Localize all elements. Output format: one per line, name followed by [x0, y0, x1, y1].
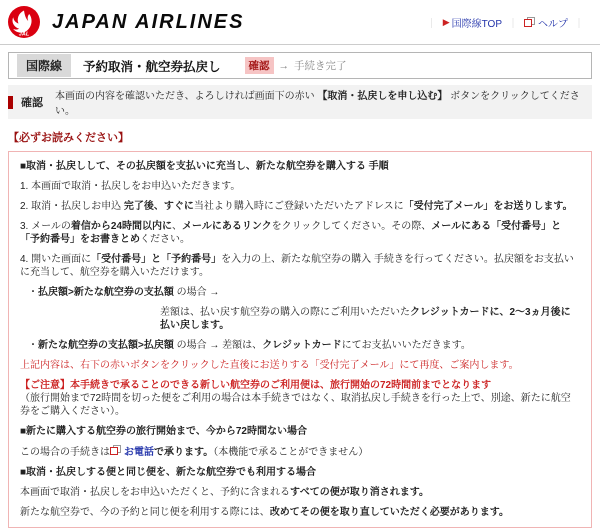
step-1: 1. 本画面で取消・払戻しをお申込いただきます。	[20, 181, 241, 192]
help-label: ヘルプ	[538, 18, 568, 30]
confirm-button-name: 【取消・払戻しを申し込む】	[317, 91, 448, 102]
cancel-all-bold: すべての便が取り消されます。	[290, 487, 429, 498]
confirm-text	[55, 87, 586, 117]
step-4-bold: 「受付番号」と「予約番号」	[91, 254, 222, 265]
step-3-bold: メールにある「受付番号」と「予約番号」をお書きとめ	[20, 221, 562, 245]
notice-box	[8, 151, 592, 528]
case-2-text: ・	[28, 340, 38, 351]
link-separator: ｜	[426, 18, 437, 30]
step-2-text: 当社より購入時にご登録いただいたアドレスに	[193, 201, 404, 212]
help-link[interactable]	[524, 15, 568, 30]
caution-block	[20, 379, 580, 418]
case-refund-greater-result	[160, 306, 580, 332]
case-1-result-bold: クレジットカードに、2～3ヵ月後に払い戻します。	[160, 307, 571, 331]
caution-black-line: （旅行開始まで72時間を切った便をご利用の場合は本手続きではなく、取消払戻し手続きを行った上で、別途、新たに航空券をご購入ください）。	[20, 393, 571, 417]
must-read-title: 【必ずお読みください】	[8, 132, 129, 144]
same-flight-heading: ■取消・払戻しする便と同じ便を、新たな航空券でも利用する場合	[20, 467, 317, 478]
case-1-text: ・	[28, 287, 38, 298]
intl-top-link[interactable]	[443, 15, 502, 30]
red-bar-icon	[8, 96, 13, 109]
phone-line	[20, 445, 580, 459]
header-links	[421, 15, 590, 30]
rebook-line	[20, 506, 580, 519]
procedure-heading: ■取消・払戻しして、その払戻額を支払いに充当し、新たな航空券を購入する 手順	[20, 161, 389, 172]
case-payment-greater	[28, 339, 580, 352]
confirm-text-post: ボタンをクリックしてください。	[55, 91, 580, 117]
confirm-label: 確認	[21, 97, 43, 109]
link-separator: ｜	[508, 18, 518, 30]
jal-home-link[interactable]	[8, 6, 244, 38]
header	[0, 0, 600, 45]
breadcrumb-bar	[8, 52, 592, 79]
link-separator: ｜	[574, 18, 584, 30]
step-2-text: 2. 取消・払戻しお申込	[20, 201, 124, 212]
case-refund-greater	[28, 286, 580, 299]
step-3-text: 、	[172, 221, 183, 232]
within-72h-heading: ■新たに購入する航空券の旅行開始まで、今から72時間ない場合	[20, 426, 307, 437]
popup-window-icon	[524, 17, 535, 27]
step-arrow: →	[278, 59, 290, 72]
page-title: 予約取消・航空券払戻し	[83, 59, 221, 74]
step-3	[20, 220, 580, 246]
case-1-result-text: 差額は、払い戻す航空券の購入の際にご利用いただいた	[160, 307, 410, 318]
step-2	[20, 200, 580, 213]
phone-line-bold: で承ります。	[154, 447, 214, 458]
step-3-text: ください。	[140, 234, 190, 245]
step-3-text: をクリックしてください。その際、	[271, 221, 432, 232]
brand-title: JAPAN AIRLINES	[52, 10, 245, 33]
step-4	[20, 253, 580, 279]
case-1-text: の場合 →	[173, 287, 220, 298]
resend-note: 上記内容は、右下の赤いボタンをクリックした直後にお送りする「受付完了メール」にて再度、ご案内します。	[20, 360, 519, 371]
rebook-text: 新たな航空券で、今の予約と同じ便を利用する際には、	[20, 507, 270, 518]
case-1-bold: 払戻額>新たな航空券の支払額	[38, 287, 174, 298]
svg-text:JAL: JAL	[18, 31, 30, 38]
arrow-right-icon: ▶	[442, 16, 450, 27]
cancel-all-text: 本画面で取消・払戻しをお申込いただくと、予約に含まれる	[20, 487, 290, 498]
step-4-text: 4. 開いた画面に	[20, 254, 92, 265]
case-2-bold: 新たな航空券の支払額>払戻額	[38, 340, 174, 351]
jal-crane-logo-icon	[8, 6, 40, 38]
intl-top-label: 国際線TOP	[451, 18, 502, 30]
phone-link[interactable]: お電話	[124, 447, 154, 458]
phone-line-paren: （本機能で承ることができません）	[213, 447, 369, 458]
confirm-instruction-band	[8, 85, 592, 119]
progress-steps	[245, 57, 347, 74]
confirm-text-pre: 本画面の内容を確認いただき、よろしければ画面下の赤い	[55, 91, 318, 102]
step-2-bold: 「受付完了メール」をお送りします。	[403, 201, 573, 212]
phone-line-text: この場合の手続きは	[20, 447, 110, 458]
step-4-text: を入力の上、新たな航空券の購入 手続きを行ってください。払戻額をお支払いに充当して、航空券を購入いただけます。	[20, 254, 574, 278]
case-2-text: の場合 → 差額は、	[173, 340, 263, 351]
step-3-bold: 着信から24時間以内に	[70, 221, 173, 232]
step-2-bold: 完了後、すぐに	[123, 201, 194, 212]
caution-red-line: 【ご注意】本手続きで承ることのできる新しい航空券のご利用便は、旅行開始の72時間前までとなります	[20, 380, 492, 391]
step-complete-label: 手続き完了	[294, 60, 347, 72]
cancel-all-line	[20, 486, 580, 499]
case-2-text: にてお支払いいただきます。	[341, 340, 471, 351]
step-3-text: 3. メールの	[20, 221, 71, 232]
site-badge: 国際線	[17, 54, 71, 77]
rebook-bold: 改めてその便を取り直していただく必要があります。	[269, 507, 510, 518]
case-2-bold: クレジットカード	[262, 340, 342, 351]
step-confirm-badge: 確認	[245, 57, 274, 74]
step-3-bold: メールにあるリンク	[182, 221, 272, 232]
